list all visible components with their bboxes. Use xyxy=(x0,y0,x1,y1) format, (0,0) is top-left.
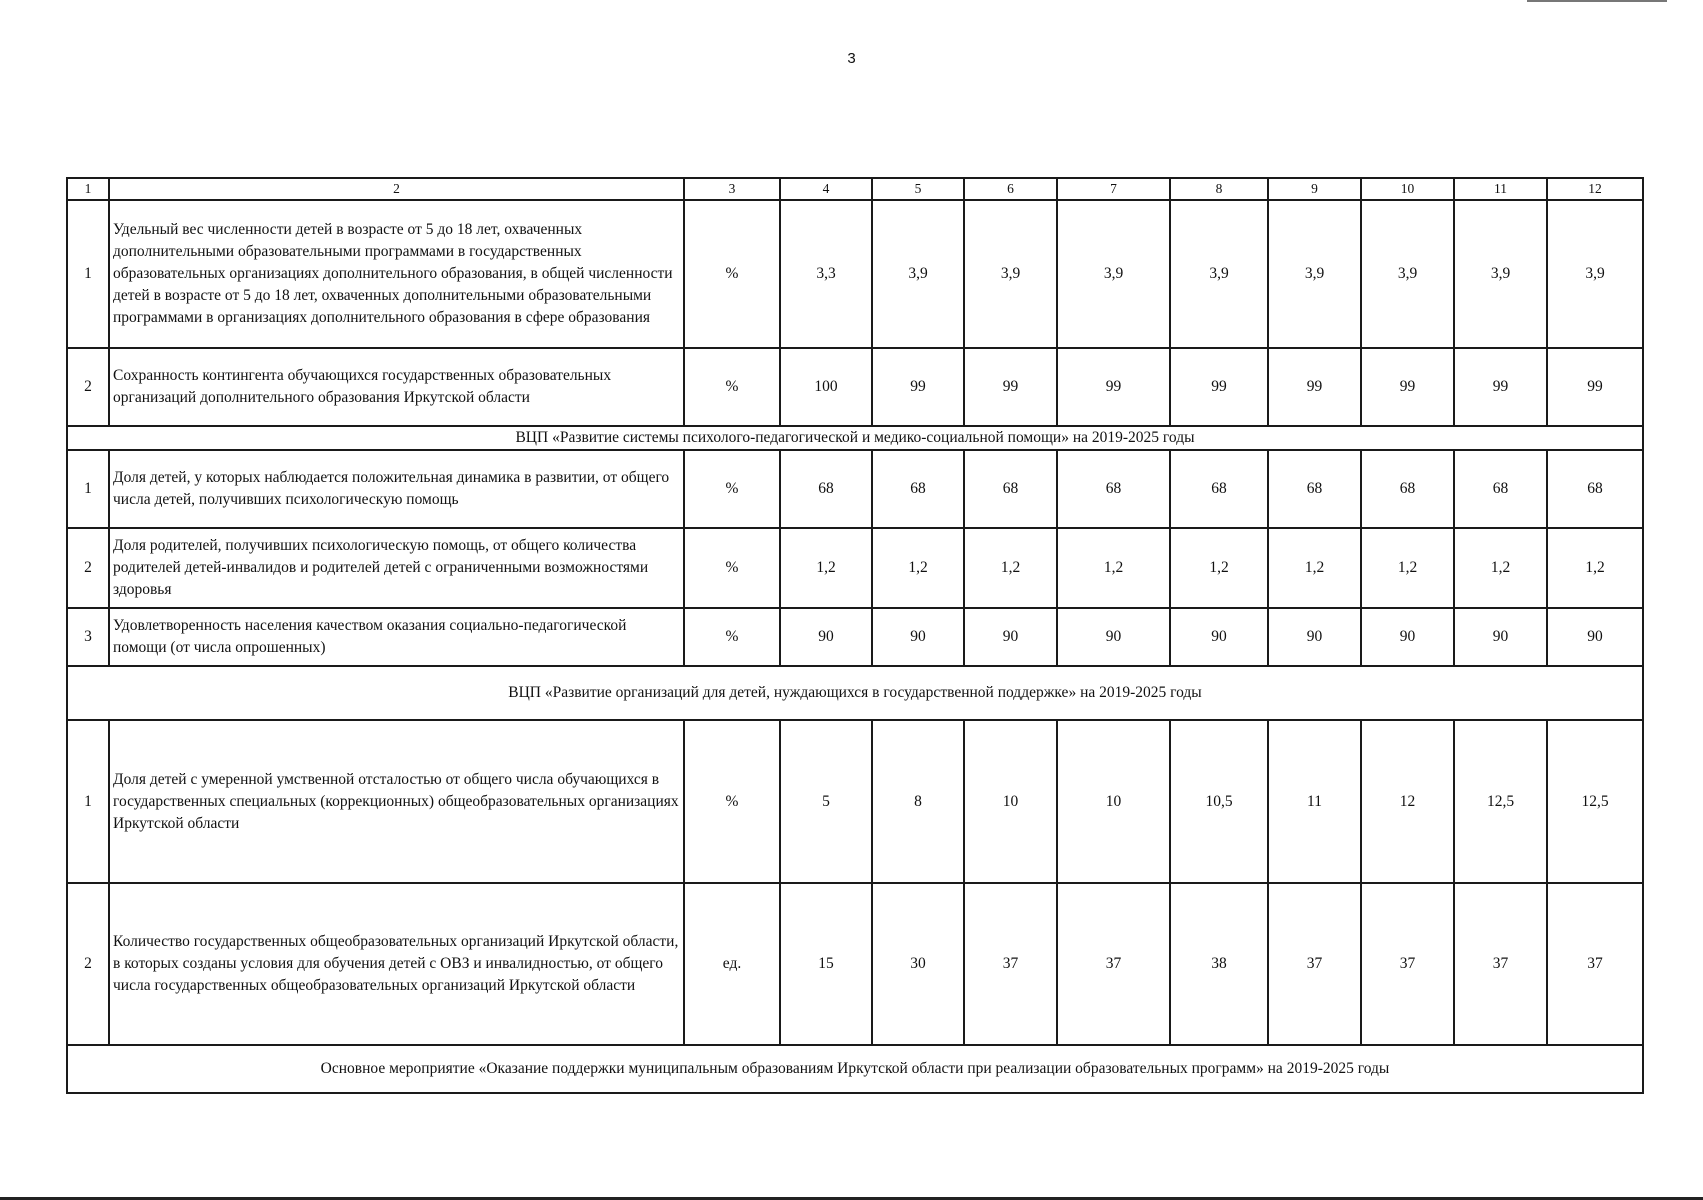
unit-cell: % xyxy=(684,450,780,528)
table-row xyxy=(67,720,1643,883)
section-row xyxy=(67,666,1643,720)
value-cell: 3,9 xyxy=(1361,200,1454,348)
unit-cell: % xyxy=(684,720,780,883)
header-cell: 4 xyxy=(780,178,872,200)
value-cell: 8 xyxy=(872,720,964,883)
indicator-description: Доля детей, у которых наблюдается положительная динамика в развитии, от общего числа детей, получивших психологическую помощь xyxy=(109,450,684,528)
value-cell: 68 xyxy=(1057,450,1170,528)
value-cell: 68 xyxy=(1547,450,1643,528)
value-cell: 15 xyxy=(780,883,872,1045)
value-cell: 1,2 xyxy=(1057,528,1170,608)
value-cell: 1,2 xyxy=(964,528,1057,608)
header-cell: 1 xyxy=(67,178,109,200)
unit-cell: % xyxy=(684,200,780,348)
value-cell: 37 xyxy=(1361,883,1454,1045)
value-cell: 10,5 xyxy=(1170,720,1268,883)
indicator-description: Удельный вес численности детей в возрасте от 5 до 18 лет, охваченных дополнительными образовательными программами в государственных образовательных организациях дополнительного образования, в общей численности детей в возрасте от 5 до 18 лет, охваченных дополнительными образовательными программами в организациях дополнительного образования в сфере образования xyxy=(109,200,684,348)
value-cell: 68 xyxy=(1361,450,1454,528)
unit-cell: % xyxy=(684,348,780,426)
value-cell: 90 xyxy=(1547,608,1643,666)
value-cell: 1,2 xyxy=(872,528,964,608)
value-cell: 1,2 xyxy=(780,528,872,608)
indicator-description: Доля родителей, получивших психологическую помощь, от общего количества родителей детей-инвалидов и родителей детей с ограниченными возможностями здоровья xyxy=(109,528,684,608)
value-cell: 90 xyxy=(872,608,964,666)
value-cell: 90 xyxy=(1170,608,1268,666)
value-cell: 68 xyxy=(872,450,964,528)
value-cell: 37 xyxy=(964,883,1057,1045)
value-cell: 1,2 xyxy=(1268,528,1361,608)
row-number: 1 xyxy=(67,200,109,348)
value-cell: 12,5 xyxy=(1547,720,1643,883)
value-cell: 68 xyxy=(1170,450,1268,528)
value-cell: 3,9 xyxy=(1057,200,1170,348)
value-cell: 3,3 xyxy=(780,200,872,348)
value-cell: 1,2 xyxy=(1361,528,1454,608)
value-cell: 3,9 xyxy=(964,200,1057,348)
value-cell: 30 xyxy=(872,883,964,1045)
value-cell: 99 xyxy=(1170,348,1268,426)
value-cell: 99 xyxy=(1547,348,1643,426)
value-cell: 90 xyxy=(1361,608,1454,666)
header-cell: 5 xyxy=(872,178,964,200)
value-cell: 38 xyxy=(1170,883,1268,1045)
value-cell: 100 xyxy=(780,348,872,426)
header-cell: 7 xyxy=(1057,178,1170,200)
indicator-description: Доля детей с умеренной умственной отсталостью от общего числа обучающихся в государственных специальных (коррекционных) общеобразовательных организациях Иркутской области xyxy=(109,720,684,883)
section-title: ВЦП «Развитие организаций для детей, нуждающихся в государственной поддержке» на 2019-2025 годы xyxy=(67,666,1643,720)
value-cell: 3,9 xyxy=(1170,200,1268,348)
value-cell: 68 xyxy=(780,450,872,528)
value-cell: 68 xyxy=(1454,450,1547,528)
table-row xyxy=(67,450,1643,528)
value-cell: 10 xyxy=(964,720,1057,883)
row-number: 2 xyxy=(67,348,109,426)
header-cell: 3 xyxy=(684,178,780,200)
row-number: 2 xyxy=(67,883,109,1045)
section-title: Основное мероприятие «Оказание поддержки муниципальным образованиям Иркутской области при реализации образовательных программ» на 2019-2025 годы xyxy=(67,1045,1643,1093)
indicators-table xyxy=(66,177,1644,1094)
indicator-description: Количество государственных общеобразовательных организаций Иркутской области, в которых созданы условия для обучения детей с ОВЗ и инвалидностью, от общего числа государственных общеобразовательных организаций Иркутской области xyxy=(109,883,684,1045)
header-cell: 12 xyxy=(1547,178,1643,200)
header-cell: 11 xyxy=(1454,178,1547,200)
value-cell: 99 xyxy=(1268,348,1361,426)
row-number: 1 xyxy=(67,450,109,528)
table-row xyxy=(67,883,1643,1045)
value-cell: 37 xyxy=(1547,883,1643,1045)
value-cell: 1,2 xyxy=(1454,528,1547,608)
value-cell: 10 xyxy=(1057,720,1170,883)
value-cell: 90 xyxy=(1454,608,1547,666)
value-cell: 3,9 xyxy=(872,200,964,348)
value-cell: 90 xyxy=(780,608,872,666)
value-cell: 1,2 xyxy=(1547,528,1643,608)
unit-cell: % xyxy=(684,608,780,666)
unit-cell: ед. xyxy=(684,883,780,1045)
header-cell: 2 xyxy=(109,178,684,200)
row-number: 1 xyxy=(67,720,109,883)
value-cell: 3,9 xyxy=(1454,200,1547,348)
indicator-description: Удовлетворенность населения качеством оказания социально-педагогической помощи (от числа опрошенных) xyxy=(109,608,684,666)
header-cell: 6 xyxy=(964,178,1057,200)
section-row xyxy=(67,1045,1643,1093)
table-row xyxy=(67,528,1643,608)
indicator-description: Сохранность контингента обучающихся государственных образовательных организаций дополнительного образования Иркутской области xyxy=(109,348,684,426)
value-cell: 37 xyxy=(1057,883,1170,1045)
value-cell: 1,2 xyxy=(1170,528,1268,608)
value-cell: 99 xyxy=(1454,348,1547,426)
value-cell: 68 xyxy=(1268,450,1361,528)
row-number: 2 xyxy=(67,528,109,608)
value-cell: 11 xyxy=(1268,720,1361,883)
value-cell: 99 xyxy=(964,348,1057,426)
value-cell: 37 xyxy=(1268,883,1361,1045)
value-cell: 5 xyxy=(780,720,872,883)
header-cell: 10 xyxy=(1361,178,1454,200)
value-cell: 99 xyxy=(872,348,964,426)
value-cell: 99 xyxy=(1057,348,1170,426)
value-cell: 3,9 xyxy=(1547,200,1643,348)
value-cell: 68 xyxy=(964,450,1057,528)
table-row xyxy=(67,200,1643,348)
value-cell: 37 xyxy=(1454,883,1547,1045)
table-row xyxy=(67,608,1643,666)
scan-edge-mark xyxy=(1527,0,1667,2)
table-row xyxy=(67,348,1643,426)
value-cell: 90 xyxy=(1057,608,1170,666)
unit-cell: % xyxy=(684,528,780,608)
value-cell: 99 xyxy=(1361,348,1454,426)
value-cell: 90 xyxy=(1268,608,1361,666)
row-number: 3 xyxy=(67,608,109,666)
section-row xyxy=(67,426,1643,450)
section-title: ВЦП «Развитие системы психолого-педагогической и медико-социальной помощи» на 2019-2025 годы xyxy=(67,426,1643,450)
page-number: 3 xyxy=(847,50,856,67)
header-cell: 9 xyxy=(1268,178,1361,200)
value-cell: 12,5 xyxy=(1454,720,1547,883)
value-cell: 90 xyxy=(964,608,1057,666)
header-cell: 8 xyxy=(1170,178,1268,200)
value-cell: 3,9 xyxy=(1268,200,1361,348)
table-header-row xyxy=(67,178,1643,200)
value-cell: 12 xyxy=(1361,720,1454,883)
